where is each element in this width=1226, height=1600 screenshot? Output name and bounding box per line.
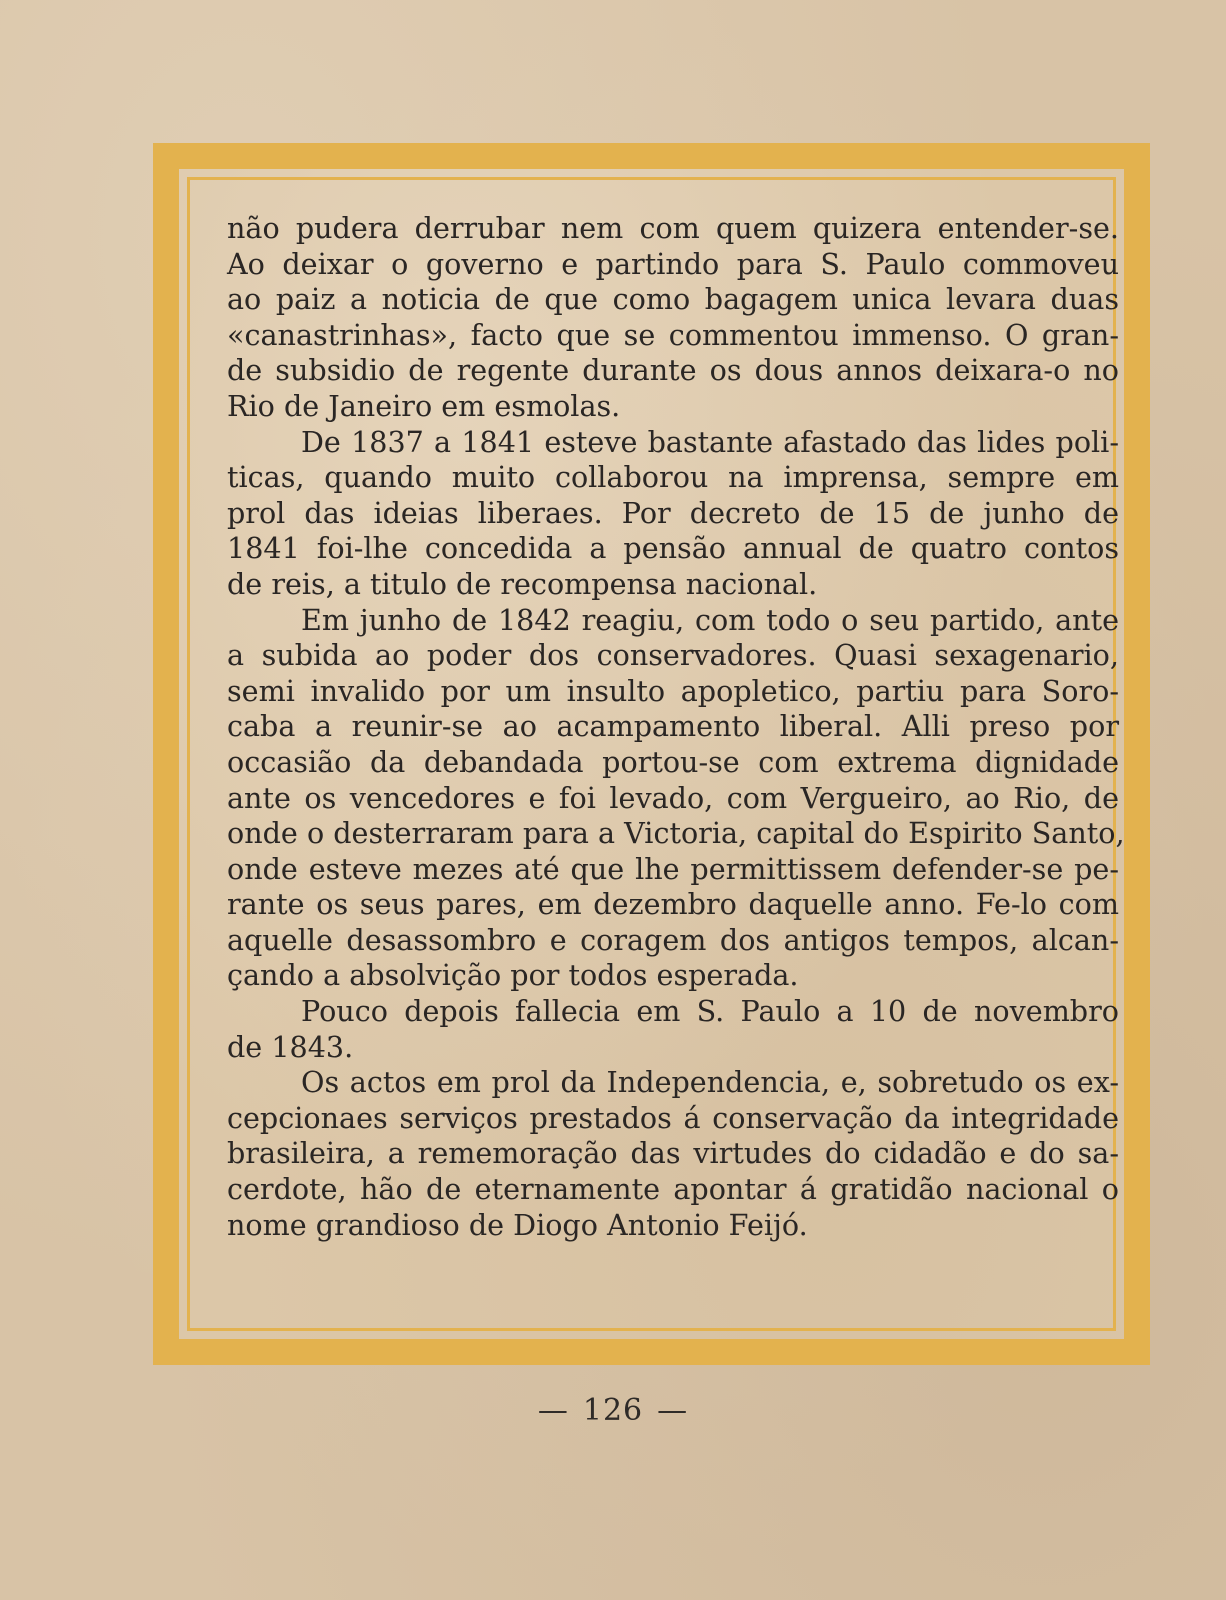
text-line: a subida ao poder dos conservadores. Quasi sexagenario, xyxy=(227,638,1119,673)
text-line: ante os vencedores e foi levado, com Vergueiro, ao Rio, de xyxy=(227,780,1119,815)
text-line: caba a reunir-se ao acampamento liberal. Alli preso por xyxy=(227,709,1119,744)
page-number-dash-left: — xyxy=(537,1393,569,1428)
text-line: rante os seus pares, em dezembro daquelle anno. Fe-lo com xyxy=(227,887,1119,922)
text-line: de reis, a titulo de recompensa nacional. xyxy=(227,566,818,601)
text-line: cepcionaes serviços prestados á conservação da integridade xyxy=(227,1100,1119,1135)
text-line: De 1837 a 1841 esteve bastante afastado das lides poli- xyxy=(301,424,1119,459)
text-line: çando a absolvição por todos esperada. xyxy=(227,958,799,993)
page-number-dash-right: — xyxy=(657,1393,689,1428)
text-line: Rio de Janeiro em esmolas. xyxy=(227,388,621,423)
text-line: de subsidio de regente durante os dous annos deixara-o no xyxy=(227,353,1119,388)
text-line: 1841 foi-lhe concedida a pensão annual de quatro contos xyxy=(227,531,1119,566)
text-line: Pouco depois fallecia em S. Paulo a 10 de novembro xyxy=(301,994,1119,1029)
text-line: onde o desterraram para a Victoria, capital do Espirito Santo, xyxy=(227,816,1125,851)
text-line: cerdote, hão de eternamente apontar á gratidão nacional o xyxy=(227,1172,1119,1207)
text-line: occasião da debandada portou-se com extrema dignidade xyxy=(227,744,1119,779)
text-line: onde esteve mezes até que lhe permittissem defender-se pe- xyxy=(227,851,1119,886)
text-panel xyxy=(179,169,1124,1339)
text-line: de 1843. xyxy=(227,1029,354,1064)
text-line: aquelle desassombro e coragem dos antigos tempos, alcan- xyxy=(227,922,1119,957)
text-line: Em junho de 1842 reagiu, com todo o seu partido, ante xyxy=(301,602,1119,637)
text-line: Ao deixar o governo e partindo para S. Paulo commoveu xyxy=(227,246,1119,281)
text-line: ticas, quando muito collaborou na imprensa, sempre em xyxy=(227,460,1119,495)
text-line: nome grandioso de Diogo Antonio Feijó. xyxy=(227,1207,808,1242)
text-line: ao paiz a noticia de que como bagagem unica levara duas xyxy=(227,282,1119,317)
page-number-value: 126 xyxy=(582,1393,644,1428)
text-line: semi invalido por um insulto apopletico, partiu para Soro- xyxy=(227,673,1119,708)
text-line: não pudera derrubar nem com quem quizera entender-se. xyxy=(227,211,1119,245)
page-number xyxy=(0,1393,1226,1428)
text-line: brasileira, a rememoração das virtudes do cidadão e do sa- xyxy=(227,1136,1119,1171)
text-line: Os actos em prol da Independencia, e, sobretudo os ex- xyxy=(301,1065,1119,1100)
body-text xyxy=(227,211,1125,1243)
text-line: prol das ideias liberaes. Por decreto de 15 de junho de xyxy=(227,495,1119,530)
text-line: «canastrinhas», facto que se commentou immenso. O gran- xyxy=(227,317,1119,352)
gold-page-frame xyxy=(153,143,1150,1365)
